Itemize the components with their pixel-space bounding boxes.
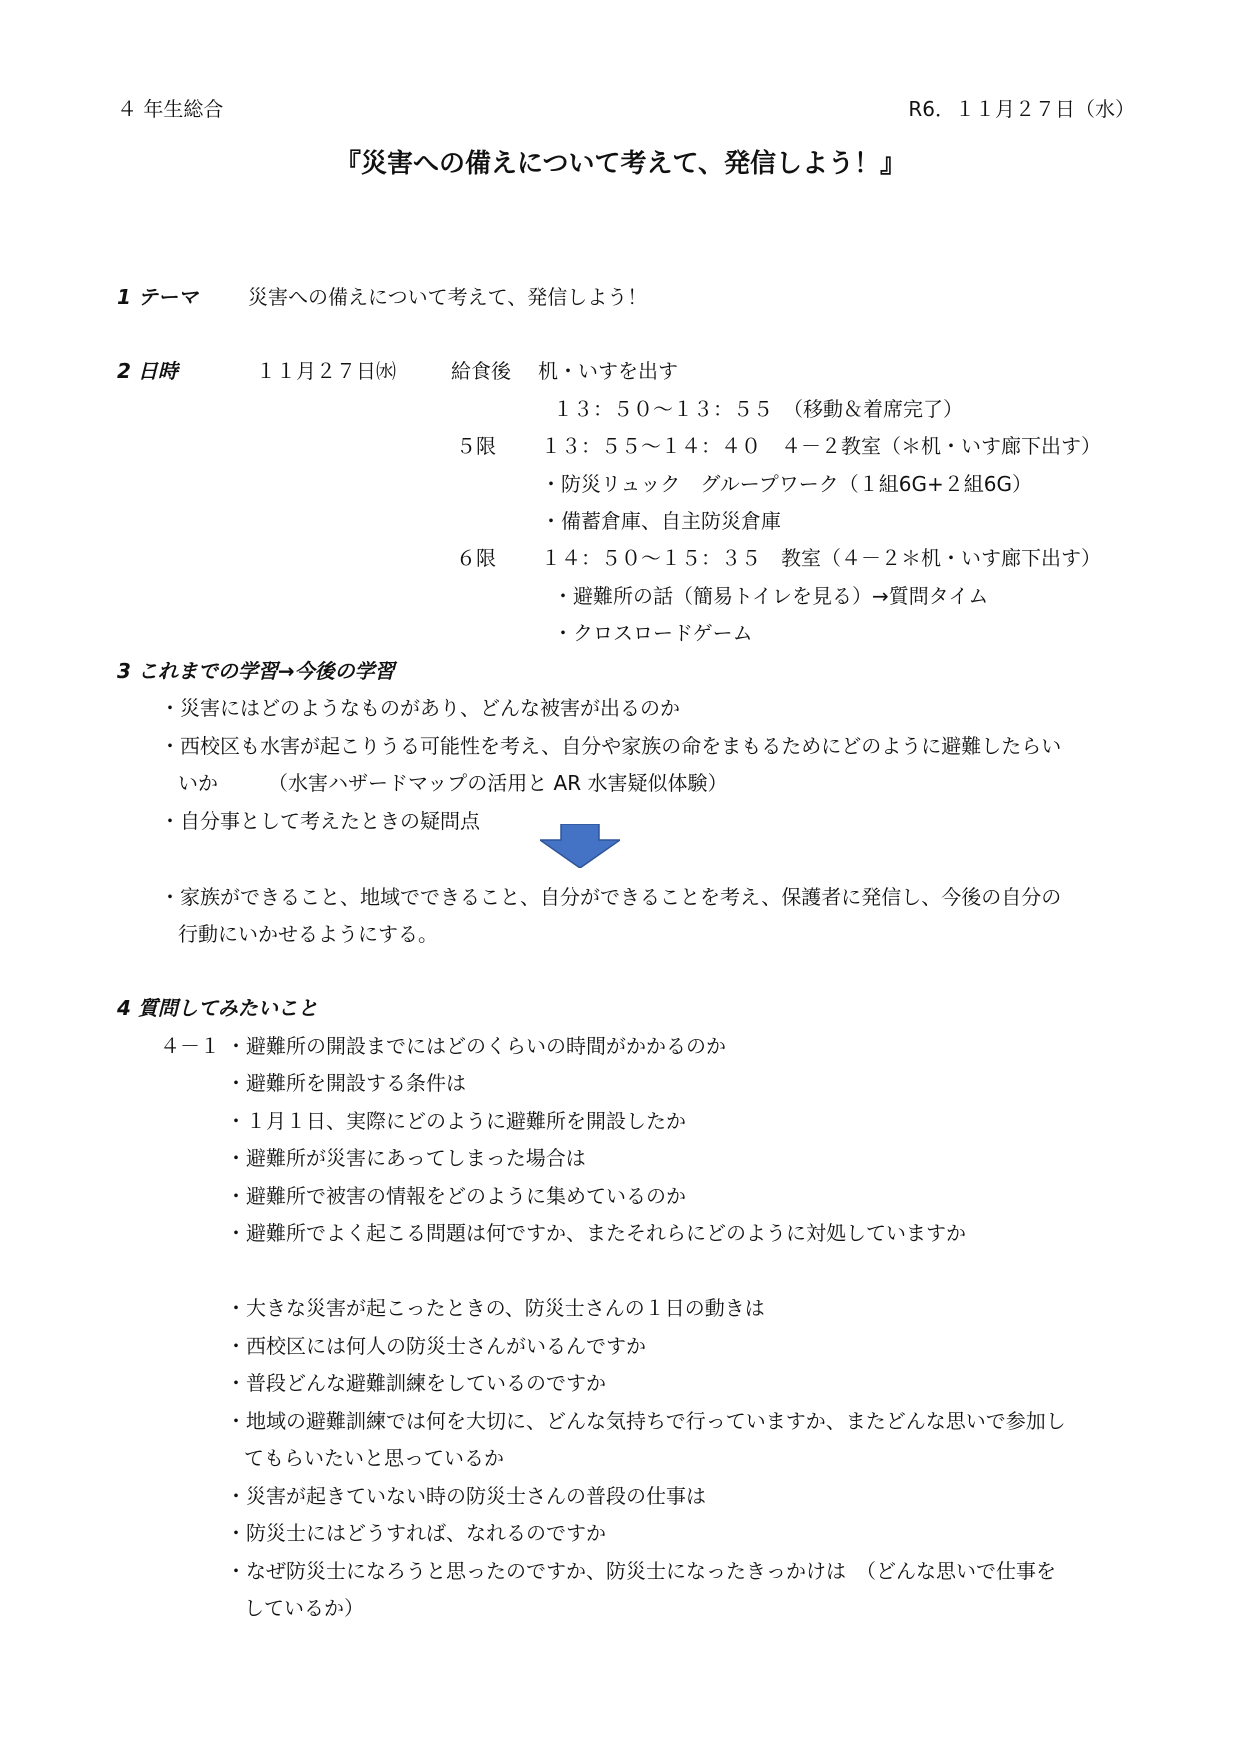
period5-label: ５限 bbox=[456, 434, 496, 458]
question-item: ・災害が起きていない時の防災士さんの普段の仕事は bbox=[226, 1484, 706, 1508]
period6-label: ６限 bbox=[456, 546, 496, 570]
section2-heading: 2 日時 bbox=[117, 359, 178, 383]
learning-item: ・災害にはどのようなものがあり、どんな被害が出るのか bbox=[160, 696, 680, 720]
question-item: ・防災士にはどうすれば、なれるのですか bbox=[226, 1521, 606, 1545]
grade-subject: ４ 年生総合 bbox=[117, 97, 224, 121]
lunch-time: １３：５０～１３：５５ （移動＆着席完了） bbox=[553, 397, 963, 421]
question-item: ・避難所を開設する条件は bbox=[226, 1071, 466, 1095]
question-item: ・避難所が災害にあってしまった場合は bbox=[226, 1146, 586, 1170]
goal-item-continued: 行動にいかせるようにする。 bbox=[178, 922, 438, 946]
section3-heading: 3 これまでの学習→今後の学習 bbox=[117, 659, 395, 683]
document-date: R6．１１月２７日（水） bbox=[908, 97, 1135, 121]
lunch-task: 机・いすを出す bbox=[538, 359, 678, 383]
section1-text: 災害への備えについて考えて、発信しよう！ bbox=[248, 285, 648, 309]
question-prefix: ４－１ bbox=[160, 1034, 220, 1058]
question-item-continued: てもらいたいと思っているか bbox=[244, 1446, 504, 1470]
page-title: 『災害への備えについて考えて、発信しよう！』 bbox=[335, 149, 906, 179]
question-item-continued: しているか） bbox=[244, 1596, 364, 1620]
question-item: ・避難所の開設までにはどのくらいの時間がかかるのか bbox=[226, 1034, 726, 1058]
period6-time: １４：５０～１５：３５ 教室（４－２＊机・いす廊下出す） bbox=[541, 546, 1101, 570]
learning-item: ・西校区も水害が起こりうる可能性を考え、自分や家族の命をまもるためにどのように避難したらい bbox=[160, 734, 1062, 758]
learning-item-continued: いか （水害ハザードマップの活用と AR 水害疑似体験） bbox=[178, 771, 728, 795]
question-item: ・なぜ防災士になろうと思ったのですか、防災士になったきっかけは （どんな思いで仕事を bbox=[226, 1559, 1056, 1583]
question-item: ・西校区には何人の防災士さんがいるんですか bbox=[226, 1334, 646, 1358]
question-item: ・大きな災害が起こったときの、防災士さんの１日の動きは bbox=[226, 1296, 765, 1320]
period6-item: ・クロスロードゲーム bbox=[553, 621, 753, 645]
period5-time: １３：５５～１４：４０ ４－２教室（＊机・いす廊下出す） bbox=[541, 434, 1101, 458]
question-item: ・普段どんな避難訓練をしているのですか bbox=[226, 1371, 606, 1395]
section1-heading: 1 テーマ bbox=[117, 285, 198, 309]
period6-item: ・避難所の話（簡易トイレを見る）→質問タイム bbox=[553, 584, 989, 608]
period5-item: ・防災リュック グループワーク（１組6G+２組6G） bbox=[541, 472, 1033, 496]
lunch-label: 給食後 bbox=[451, 359, 511, 383]
down-arrow-shape bbox=[540, 824, 620, 868]
question-item: ・避難所で被害の情報をどのように集めているのか bbox=[226, 1184, 686, 1208]
question-item: ・地域の避難訓練では何を大切に、どんな気持ちで行っていますか、またどんな思いで参加し bbox=[226, 1409, 1066, 1433]
schedule-date: １１月２７日㈬ bbox=[256, 359, 396, 383]
down-arrow-icon bbox=[540, 824, 620, 868]
question-item: ・避難所でよく起こる問題は何ですか、またそれらにどのように対処していますか bbox=[226, 1221, 966, 1245]
learning-item: ・自分事として考えたときの疑問点 bbox=[160, 809, 480, 833]
period5-item: ・備蓄倉庫、自主防災倉庫 bbox=[541, 509, 781, 533]
goal-item: ・家族ができること、地域でできること、自分ができることを考え、保護者に発信し、今後の自分の bbox=[160, 885, 1062, 909]
section4-heading: 4 質問してみたいこと bbox=[117, 996, 318, 1020]
question-item: ・１月１日、実際にどのように避難所を開設したか bbox=[226, 1109, 686, 1133]
